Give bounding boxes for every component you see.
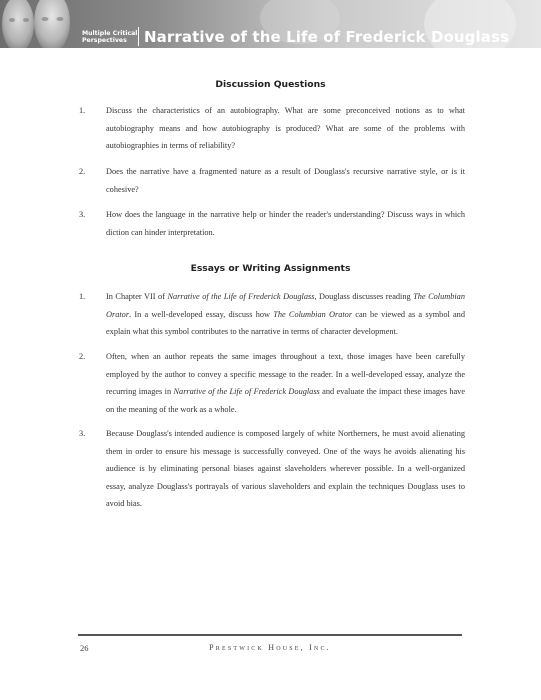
assignment-text: In Chapter VII of Narrative of the Life of Frederick Douglass, Douglass discusses reading The Columbian Orator. In a well-developed essay, discuss how The Columbian Orator can be viewed as a symbol and explain what this symbol contributes to the narrative in terms of character development. bbox=[106, 292, 465, 336]
book-title-italic: Narrative of the Life of Frederick Douglass bbox=[167, 292, 315, 301]
question-number: 2. bbox=[79, 167, 86, 176]
essay-assignment-1 bbox=[80, 288, 465, 341]
assignment-text: Because Douglass's intended audience is composed largely of white Northerners, he must avoid alienating them in order to ensure his message is successfully conveyed. One of the ways he avoids alienating his audience is by eliminating personal biases against slaveholders wherever possible. In a well-organized essay, analyze Douglass's portrayals of various slaveholders and explain the techniques Douglass uses to avoid bias. bbox=[106, 429, 465, 508]
discussion-question-2 bbox=[80, 163, 465, 198]
series-label-line2: Perspectives bbox=[82, 37, 127, 44]
assignment-number: 1. bbox=[79, 292, 86, 301]
series-label bbox=[82, 30, 137, 44]
assignment-number: 2. bbox=[79, 352, 86, 361]
book-title: Narrative of the Life of Frederick Douglass bbox=[144, 28, 510, 46]
page-header bbox=[0, 0, 541, 48]
question-text: How does the language in the narrative help or hinder the reader's understanding? Discuss ways in which diction can hinder interpretation. bbox=[106, 210, 465, 237]
discussion-question-3 bbox=[80, 206, 465, 241]
question-text: Discuss the characteristics of an autobiography. What are some preconceived notions as to what autobiography means and how autobiography is produced? What are some of the problems with autobiographies in terms of reliability? bbox=[106, 106, 465, 150]
series-label-line1: Multiple Critical bbox=[82, 30, 138, 37]
question-text: Does the narrative have a fragmented nature as a result of Douglass's recursive narrative style, or is it cohesive? bbox=[106, 167, 465, 194]
footer-rule bbox=[78, 634, 462, 636]
question-number: 3. bbox=[79, 210, 86, 219]
header-divider bbox=[138, 27, 139, 46]
discussion-question-1 bbox=[80, 102, 465, 155]
assignment-text: Often, when an author repeats the same images throughout a text, those images have been carefully employed by the author to convey a specific message to the reader. In a well-developed essay, analyze the recurring images in Narrative of the Life of Frederick Douglass and evaluate the impact these images have on the meaning of the work as a whole. bbox=[106, 352, 465, 414]
book-title-italic: The Columbian Orator bbox=[273, 309, 353, 319]
essays-heading: Essays or Writing Assignments bbox=[190, 263, 351, 274]
page-number: 26 bbox=[80, 643, 89, 653]
publisher-name: Prestwick House, Inc. bbox=[209, 643, 331, 652]
assignment-number: 3. bbox=[79, 429, 86, 438]
discussion-heading: Discussion Questions bbox=[215, 79, 326, 90]
essay-assignment-2 bbox=[80, 348, 465, 418]
book-title-italic: The Columbian Orator bbox=[106, 292, 465, 319]
question-number: 1. bbox=[79, 106, 86, 115]
book-title-italic: Narrative of the Life of Frederick Douglass bbox=[173, 387, 320, 396]
essay-assignment-3 bbox=[80, 425, 465, 513]
